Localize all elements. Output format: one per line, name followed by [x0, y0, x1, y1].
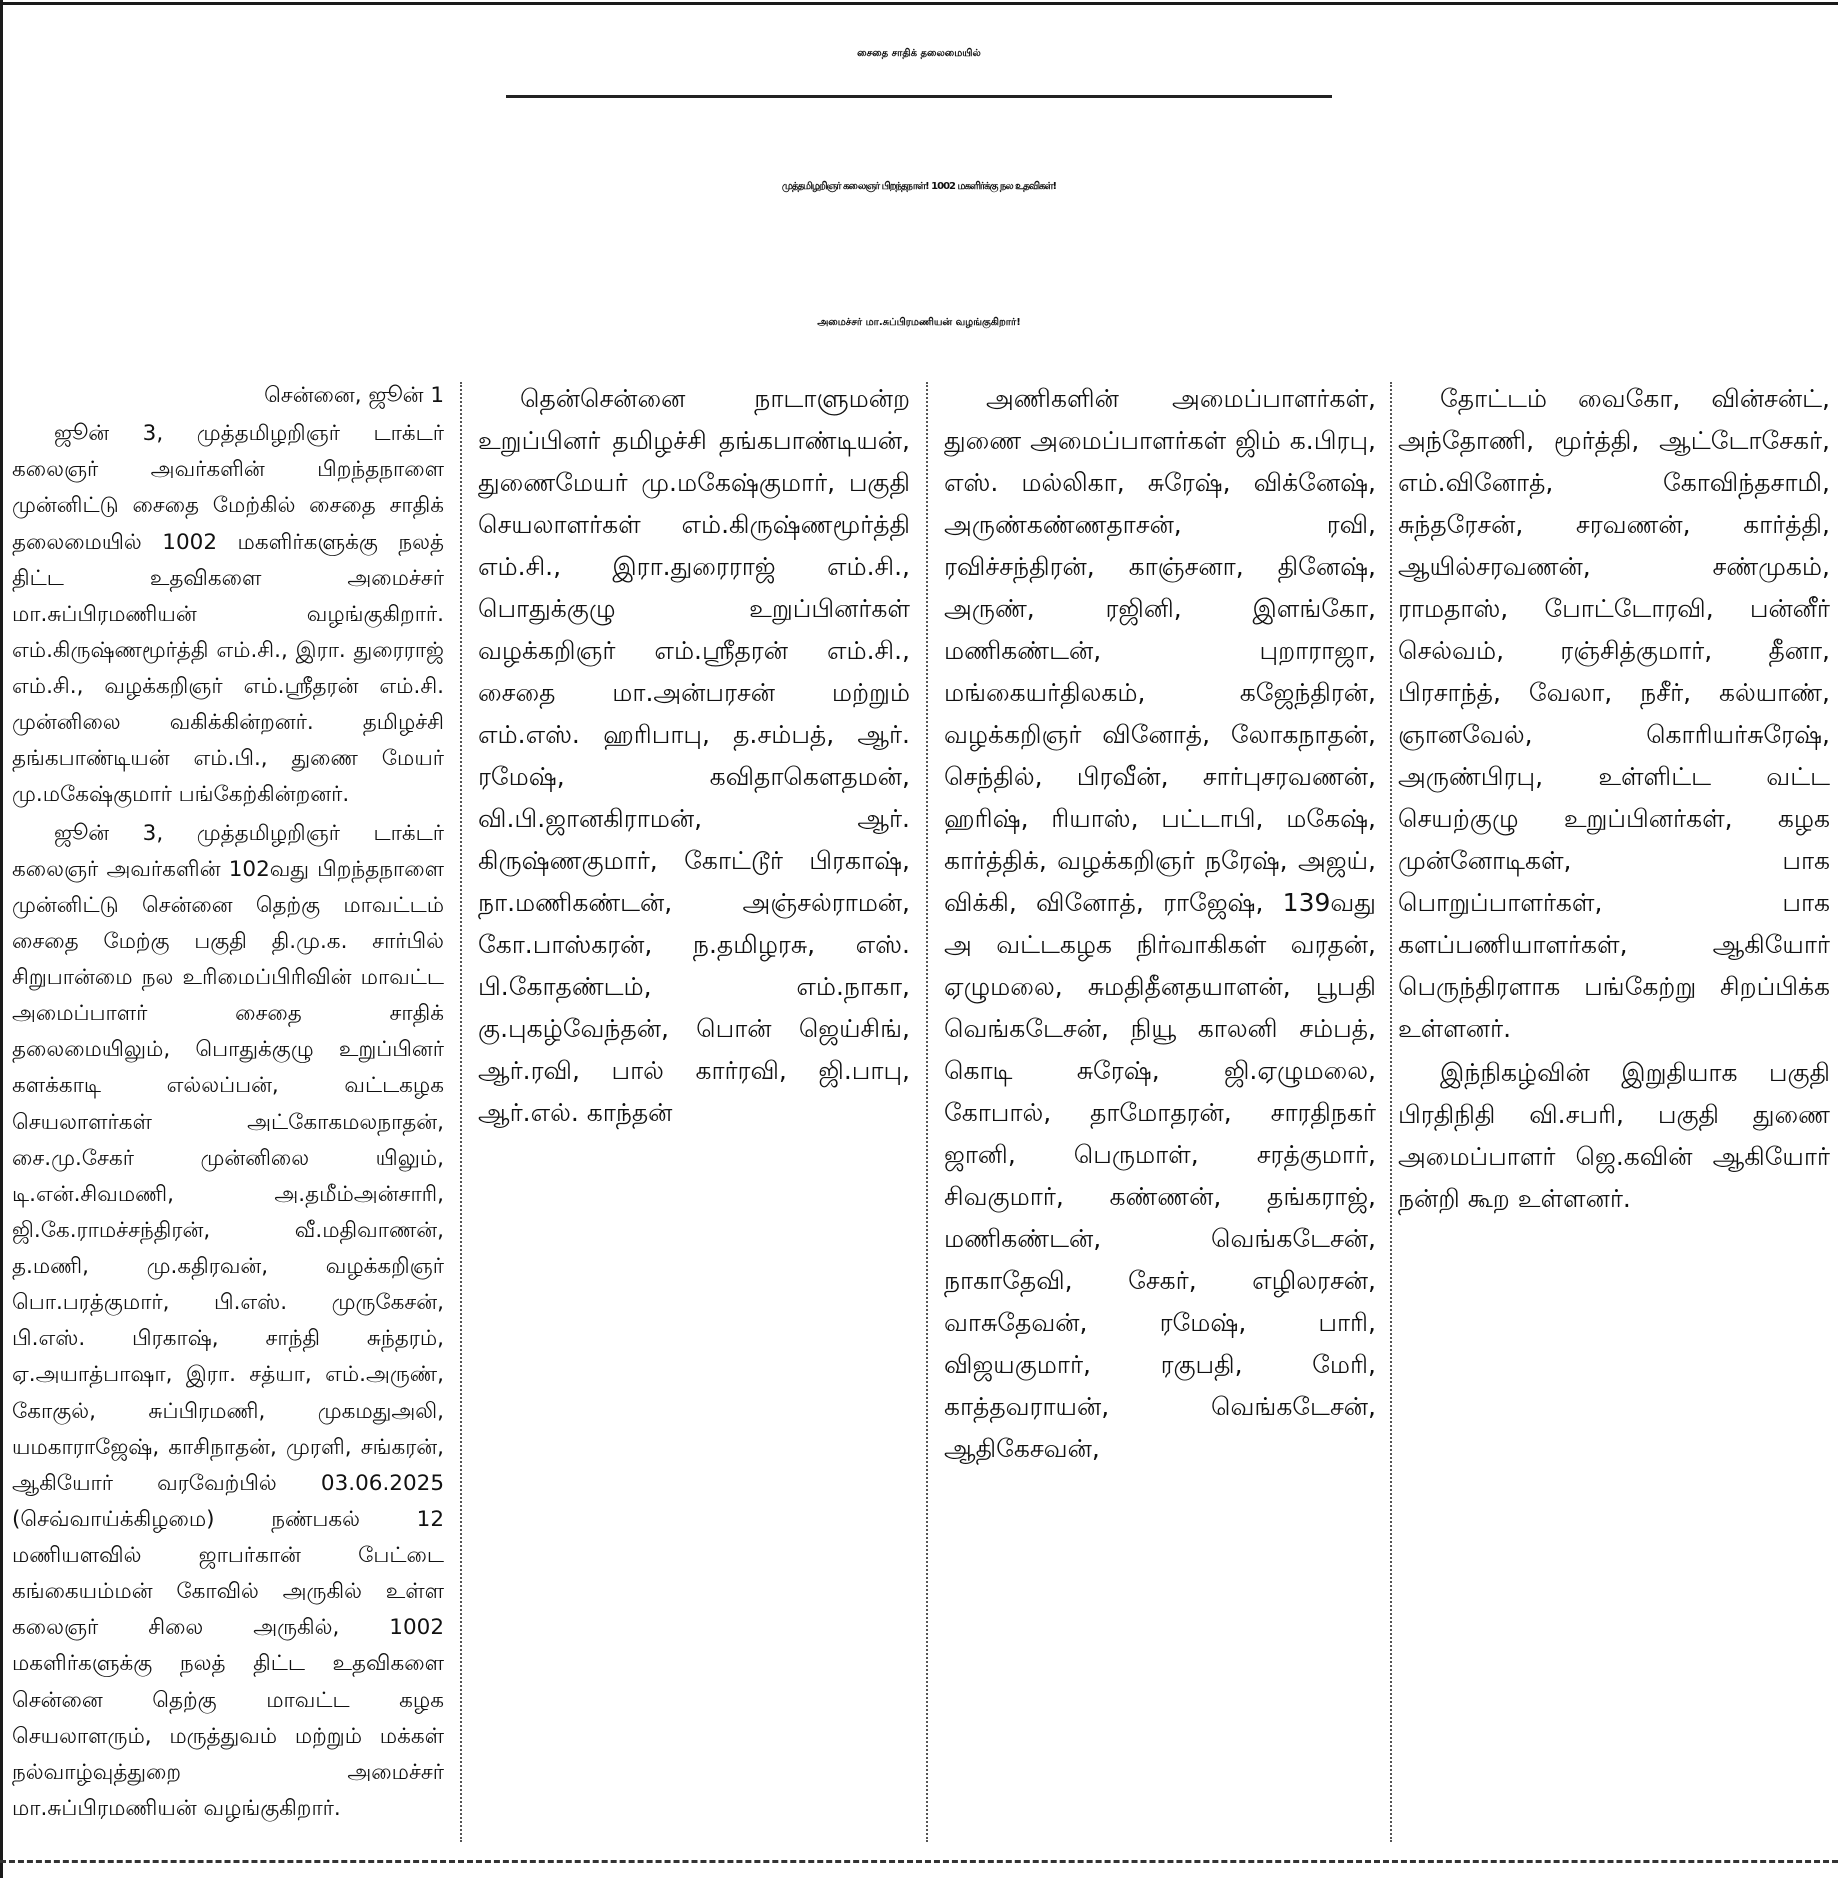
- headline: முத்தமிழறிஞர் கலைஞர் பிறந்தநாள்! 1002 மகளிர்க்கு நல உதவிகள்!: [781, 181, 1057, 192]
- kicker-underline: [506, 95, 1332, 98]
- column-2: [478, 378, 910, 1846]
- column-3: [944, 378, 1376, 1846]
- top-border: [0, 2, 1838, 5]
- paragraph-6: இந்நிகழ்வின் இறுதியாக பகுதி பிரதிநிதி வி.சபரி, பகுதி துணை அமைப்பாளர் ஜெ.கவின் ஆகியோர் நன்றி கூற உள்ளனர்.: [1398, 1058, 1830, 1213]
- paragraph-4: அணிகளின் அமைப்பாளர்கள், துணை அமைப்பாளர்கள் ஜிம் க.பிரபு, எஸ். மல்லிகா, சுரேஷ், விக்னேஷ், அருண்கண்ணதாசன், ரவி, ரவிச்சந்திரன், காஞ்சனா, தினேஷ், அருண், ரஜினி, இளங்கோ, மணிகண்டன், புறாராஜா, மங்கையர்திலகம், கஜேந்திரன், வழக்கறிஞர் வினோத், லோகநாதன், செந்தில், பிரவீன், சார்புசரவணன், ஹரிஷ், ரியாஸ், பட்டாபி, மகேஷ், கார்த்திக், வழக்கறிஞர் நரேஷ், அஜய், விக்கி, வினோத், ராஜேஷ், 139வது அ வட்டகழக நிர்வாகிகள் வரதன், ஏழுமலை, சுமதிதீனதயாளன், பூபதி வெங்கடேசன், நியூ காலனி சம்பத், கொடி சுரேஷ், ஜி.ஏழுமலை, கோபால், தாமோதரன், சாரதிநகர் ஜானி, பெருமாள், சரத்குமார், சிவகுமார், கண்ணன், தங்கராஜ், மணிகண்டன், வெங்கடேசன், நாகாதேவி, சேகர், எழிலரசன், வாசுதேவன், ரமேஷ், பாரி, விஜயகுமார், ரகுபதி, மேரி, காத்தவராயன், வெங்கடேசன், ஆதிகேசவன்,: [944, 384, 1376, 1463]
- dateline: சென்னை, ஜூன் 1: [264, 383, 444, 408]
- column-divider: [926, 382, 929, 1842]
- column-divider: [460, 382, 463, 1842]
- paragraph-1: ஜூன் 3, முத்தமிழறிஞர் டாக்டர் கலைஞர் அவர்களின் பிறந்தநாளை முன்னிட்டு சைதை மேற்கில் சைதை சாதிக் தலைமையில் 1002 மகளிர்களுக்கு நலத் திட்ட உதவிகளை அமைச்சர் மா.சுப்பிரமணியன் வழங்குகிறார். எம்.கிருஷ்ணமூர்த்தி எம்.சி., இரா. துரைராஜ் எம்.சி., வழக்கறிஞர் எம்.ஸ்ரீதரன் எம்.சி. முன்னிலை வகிக்கின்றனர். தமிழச்சி தங்கபாண்டியன் எம்.பி., துணை மேயர் மு.மகேஷ்குமார் பங்கேற்கின்றனர்.: [12, 421, 444, 808]
- bottom-border: [0, 1860, 1838, 1863]
- article-body: [12, 378, 1830, 1846]
- column-1: [12, 378, 444, 1846]
- left-border: [0, 0, 3, 1878]
- kicker: சைதை சாதிக் தலைமையில்: [857, 48, 981, 59]
- paragraph-5: தோட்டம் வைகோ, வின்சன்ட், அந்தோணி, மூர்த்தி, ஆட்டோசேகர், எம்.வினோத், கோவிந்தசாமி, சுந்தரேசன், சரவணன், கார்த்தி, ஆயில்சரவணன், சண்முகம், ராமதாஸ், போட்டோரவி, பன்னீர் செல்வம், ரஞ்சித்குமார், தீனா, பிரசாந்த், வேலா, நசீர், கல்யாண், ஞானவேல், கொரியர்சுரேஷ், அருண்பிரபு, உள்ளிட்ட வட்ட செயற்குழு உறுப்பினர்கள், கழக முன்னோடிகள், பாக பொறுப்பாளர்கள், பாக களப்பணியாளர்கள், ஆகியோர் பெருந்திரளாக பங்கேற்று சிறப்பிக்க உள்ளனர்.: [1398, 384, 1830, 1043]
- column-4: [1398, 378, 1830, 1846]
- column-divider: [1390, 382, 1393, 1842]
- subheadline: அமைச்சர் மா.சுப்பிரமணியன் வழங்குகிறார்!: [817, 317, 1021, 328]
- paragraph-3: தென்சென்னை நாடாளுமன்ற உறுப்பினர் தமிழச்சி தங்கபாண்டியன், துணைமேயர் மு.மகேஷ்குமார், பகுதி செயலாளர்கள் எம்.கிருஷ்ணமூர்த்தி எம்.சி., இரா.துரைராஜ் எம்.சி., பொதுக்குழு உறுப்பினர்கள் வழக்கறிஞர் எம்.ஸ்ரீதரன் எம்.சி., சைதை மா.அன்பரசன் மற்றும் எம்.எஸ். ஹரிபாபு, த.சம்பத், ஆர். ரமேஷ், கவிதாகௌதமன், வி.பி.ஜானகிராமன், ஆர். கிருஷ்ணகுமார், கோட்டூர் பிரகாஷ், நா.மணிகண்டன், அஞ்சல்ராமன், கோ.பாஸ்கரன், ந.தமிழரசு, எஸ். பி.கோதண்டம், எம்.நாகா, கு.புகழ்வேந்தன், பொன் ஜெய்சிங், ஆர்.ரவி, பால் கார்ரவி, ஜி.பாபு, ஆர்.எல். காந்தன்: [478, 384, 910, 1127]
- paragraph-2: ஜூன் 3, முத்தமிழறிஞர் டாக்டர் கலைஞர் அவர்களின் 102வது பிறந்தநாளை முன்னிட்டு சென்னை தெற்கு மாவட்டம் சைதை மேற்கு பகுதி தி.மு.க. சார்பில் சிறுபான்மை நல உரிமைப்பிரிவின் மாவட்ட அமைப்பாளர் சைதை சாதிக் தலைமையிலும், பொதுக்குழு உறுப்பினர் களக்காடி எல்லப்பன், வட்டகழக செயலாளர்கள் அட்கோகமலநாதன், சை.மு.சேகர் முன்னிலை யிலும், டி.என்.சிவமணி, அ.தமீம்அன்சாரி, ஜி.கே.ராமச்சந்திரன், வீ.மதிவாணன், த.மணி, மு.கதிரவன், வழக்கறிஞர் பொ.பரத்குமார், பி.எஸ். முருகேசன், பி.எஸ். பிரகாஷ், சாந்தி சுந்தரம், ஏ.அயாத்பாஷா, இரா. சத்யா, எம்.அருண், கோகுல், சுப்பிரமணி, முகமதுஅலி, யமகாராஜேஷ், காசிநாதன், முரளி, சங்கரன், ஆகியோர் வரவேற்பில் 03.06.2025 (செவ்வாய்க்கிழமை) நண்பகல் 12 மணியளவில் ஜாபர்கான் பேட்டை கங்கையம்மன் கோவில் அருகில் உள்ள கலைஞர் சிலை அருகில், 1002 மகளிர்களுக்கு நலத் திட்ட உதவிகளை சென்னை தெற்கு மாவட்ட கழக செயலாளரும், மருத்துவம் மற்றும் மக்கள் நல்வாழ்வுத்துறை அமைச்சர் மா.சுப்பிரமணியன் வழங்குகிறார்.: [12, 820, 444, 1821]
